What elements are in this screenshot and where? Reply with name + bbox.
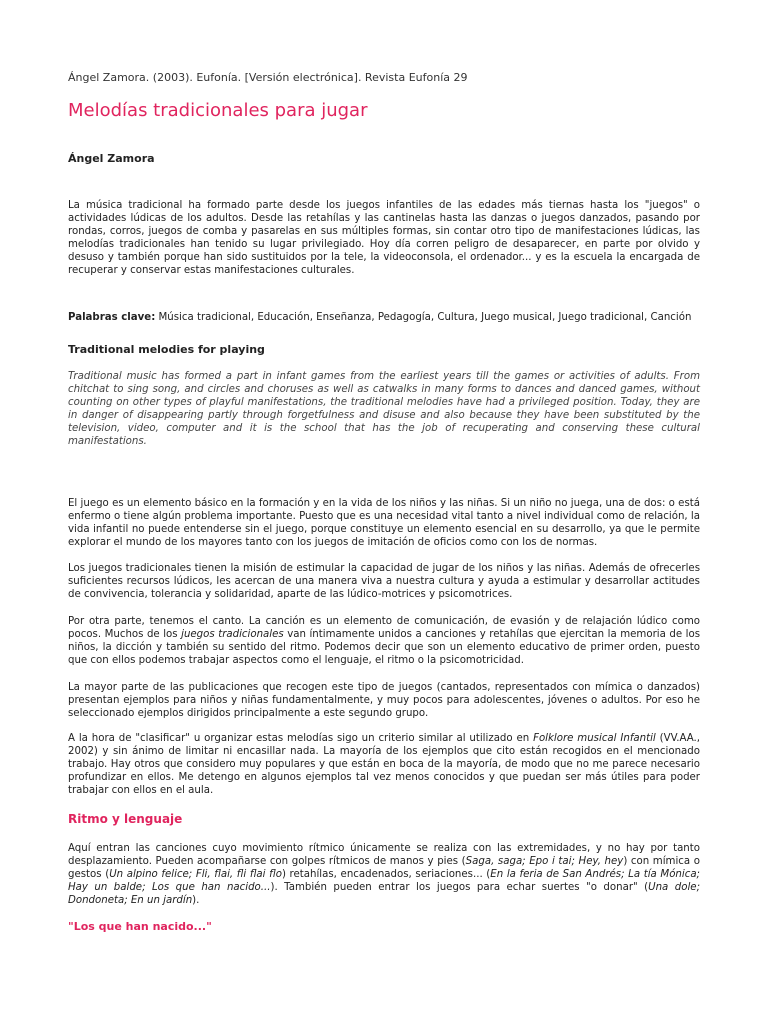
article-title: Melodías tradicionales para jugar (68, 100, 368, 121)
abstract-spanish: La música tradicional ha formado parte desde los juegos infantiles de las edades más tiernas hasta los "juegos" o actividades lúdicas de los adultos. Desde las retahílas y las cantinelas hasta las danzas o juegos danzados, pasando por rondas, corros, juegos de comba y pasarelas en sus múltiples formas, sin contar otro tipo de manifestaciones lúdicas, las melodías tradicionales han tenido su lugar privilegiado. Hoy día corren peligro de desaparecer, en parte por olvido y desuso y también porque han sido sustituidos por la tele, la videoconsola, el ordenador... y es la escuela la encargada de recuperar y conservar estas manifestaciones culturales. (68, 200, 700, 276)
english-title: Traditional melodies for playing (68, 343, 265, 356)
section-title: Ritmo y lenguaje (68, 812, 183, 826)
p6-text-4: ). También pueden entrar los juegos para echar suertes "o donar" ( (270, 882, 649, 893)
abstract-english: Traditional music has formed a part in infant games from the earliest years till the games or activities of adults. From chitchat to sing song, and circles and choruses as well as catwalks in many forms to dances and danced games, without counting on other types of playful manifestations, the traditional melodies have had a privileged position. Today, they are in danger of disappearing partly through forgetfulness and disuse and also because they have been substituted by the television, video, computer and it is the school that has the job of recuperating and conserving these cultural manifestations. (68, 371, 700, 447)
p5-text-b: (VV.AA., 2002) y sin ánimo de limitar ni encasillar nada. La mayoría de los ejemplos que cito están recogidos en el mencionado trabajo. Hay otros que considero muy populares y que están en boca de la mayoría, de modo que no me parece necesario profundizar en ellos. Me detengo en algunos ejemplos tal vez menos conocidos y que puedan ser más útiles para poder trabajar con ellos en el aula. (68, 733, 700, 796)
body-paragraph-6 (68, 842, 700, 907)
keywords-text: Música tradicional, Educación, Enseñanza, Pedagogía, Cultura, Juego musical, Juego tradicional, Canción (155, 312, 692, 323)
p3-text-b: van íntimamente unidos a canciones y retahílas que ejercitan la memoria de los niños, la dicción y también su sentido del ritmo. Podemos decir que son un elemento educativo de primer orden, puesto que con ellos podemos trabajar aspectos como el lenguaje, el ritmo o la psicomotricidad. (68, 629, 701, 666)
p5-italic: Folklore musical Infantil (533, 733, 656, 744)
p6-text-3: ) retahílas, encadenados, seriaciones... ( (281, 869, 491, 880)
p6-italic-3: En la feria de San Andrés; La tía Mónica; Hay un balde; Los que han nacido... (68, 869, 700, 893)
p6-text-2: ) con mímica o gestos ( (68, 856, 700, 880)
p6-text-1: Aquí entran las canciones cuyo movimiento rítmico únicamente se realiza con las extremidades, y no hay por tanto desplazamiento. Pueden acompañarse con golpes rítmicos de manos y pies ( (68, 843, 700, 867)
keywords-label: Palabras clave: (68, 312, 156, 323)
body-paragraph-1: El juego es un elemento básico en la formación y en la vida de los niños y las niñas. Si un niño no juega, una de dos: o está enfermo o tiene algún problema importante. Puesto que es una necesidad vital tanto a nivel individual como de relación, la vida infantil no puede entenderse sin el juego, porque constituye un elemento esencial en su desarrollo, ya que le permite explorar el mundo de los mayores tanto con los juegos de imitación de oficios como con los de normas. (68, 498, 700, 548)
body-paragraph-4: La mayor parte de las publicaciones que recogen este tipo de juegos (cantados, representados con mímica o danzados) presentan ejemplos para niños y niñas fundamentalmente, y muy pocos para adolescentes, jóvenes o adultos. Por eso he seleccionado ejemplos dirigidos principalmente a este segundo grupo. (68, 682, 700, 719)
p6-italic-2: Un alpino felice; Fli, flai, fli flai flo (109, 869, 282, 880)
body-paragraph-3 (68, 615, 700, 667)
p5-text-a: A la hora de "clasificar" u organizar estas melodías sigo un criterio similar al utilizado en (68, 733, 534, 744)
author: Ángel Zamora (68, 152, 155, 165)
keywords (68, 311, 700, 324)
p6-text-5: ). (192, 895, 200, 906)
subsection-title: "Los que han nacido..." (68, 920, 212, 933)
p6-italic-1: Saga, saga; Epo i tai; Hey, hey (465, 856, 624, 867)
p6-italic-4: Una dole; Dondoneta; En un jardín (68, 882, 700, 906)
p3-italic: juegos tradicionales (181, 629, 284, 640)
body-paragraph-2: Los juegos tradicionales tienen la misión de estimular la capacidad de jugar de los niños y las niñas. Además de ofrecerles suficientes recursos lúdicos, les acercan de una manera viva a nuestra cultura y ayuda a estimular y desarrollar actitudes de convivencia, tolerancia y solidaridad, aparte de las lúdico-motrices y psicomotrices. (68, 563, 700, 600)
body-paragraph-5 (68, 732, 700, 797)
p3-text-a: Por otra parte, tenemos el canto. La canción es un elemento de comunicación, de evasión y de relajación lúdico como pocos. Muchos de los (68, 616, 700, 640)
citation: Ángel Zamora. (2003). Eufonía. [Versión electrónica]. Revista Eufonía 29 (68, 71, 468, 84)
